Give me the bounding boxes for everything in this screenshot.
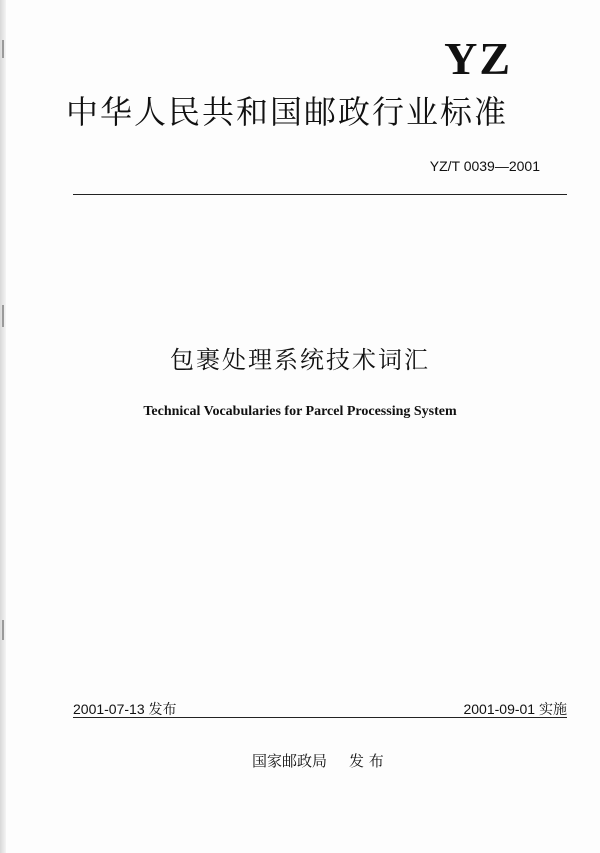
header-divider [73,194,567,195]
binding-edge [0,0,6,853]
binding-mark [2,305,4,327]
binding-mark [2,40,4,58]
document-title-english: Technical Vocabularies for Parcel Processing System [143,404,457,419]
standard-number: YZ/T 0039—2001 [429,158,540,174]
binding-mark [2,620,4,640]
publisher-name: 国家邮政局 [252,752,328,770]
issue-date: 2001-07-13 发布 [73,701,177,717]
standard-code-logo: YZ [444,33,512,84]
footer-divider [73,717,567,718]
publisher-line [252,751,384,771]
document-title-chinese: 包裹处理系统技术词汇 [170,346,430,374]
implementation-date: 2001-09-01 实施 [463,701,567,717]
standard-title: 中华人民共和国邮政行业标准 [66,93,509,131]
publisher-action: 发 布 [349,752,384,770]
